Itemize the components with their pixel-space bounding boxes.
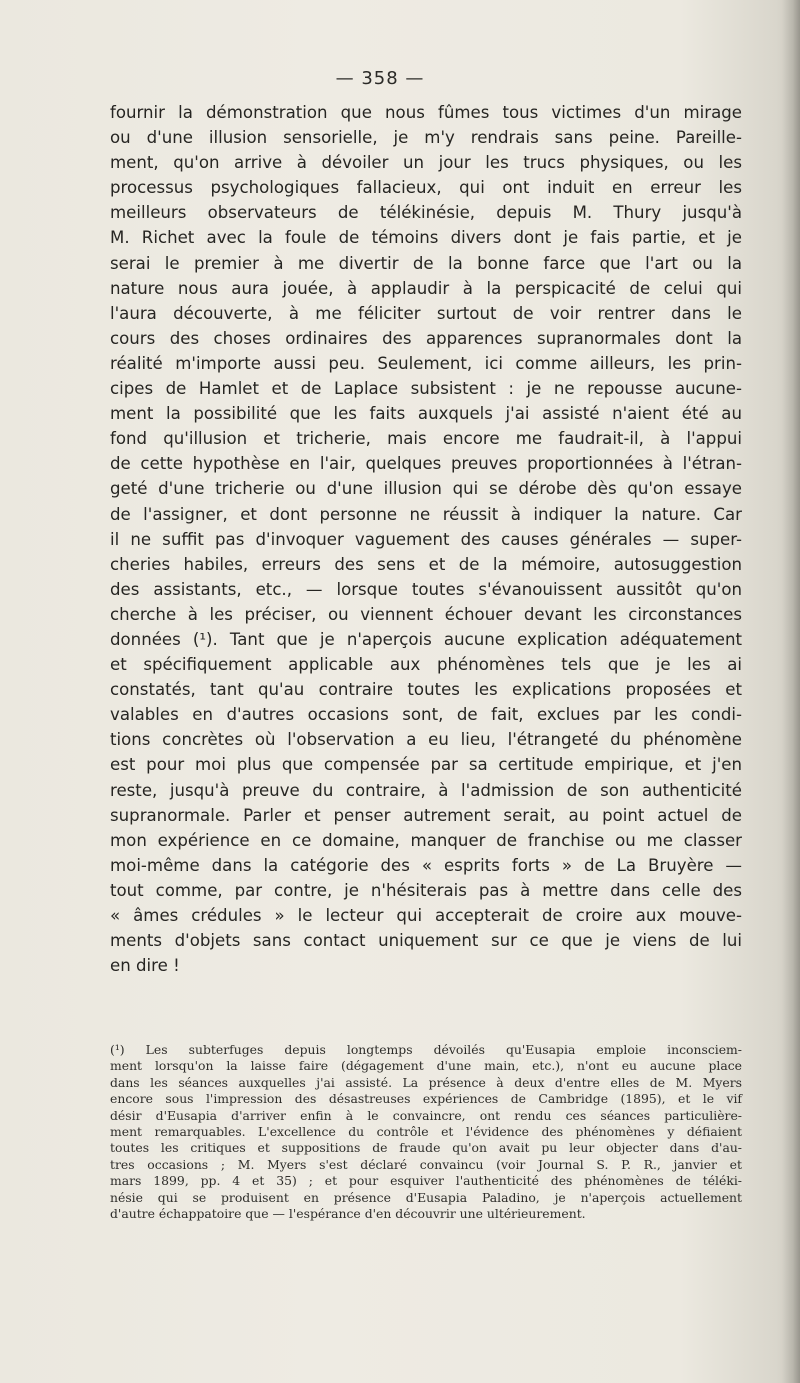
footnote-line: ment remarquables. L'excellence du contrôle et l'évidence des phénomènes y défiaient (110, 1123, 742, 1139)
text-line: données (¹). Tant que je n'aperçois aucune explication adéquatement (110, 629, 742, 649)
text-line: constatés, tant qu'au contraire toutes les explications proposées et (110, 680, 742, 700)
text-line: et spécifiquement applicable aux phénomènes tels que je les ai (110, 655, 742, 675)
text-line: meilleurs observateurs de télékinésie, depuis M. Thury jusqu'à (110, 203, 742, 223)
footnote-line: d'autre échappatoire que — l'espérance d'en découvrir une ultérieurement. (110, 1205, 586, 1221)
footnote-line: ment lorsqu'on la laisse faire (dégagement d'une main, etc.), n'ont eu aucune place (110, 1058, 742, 1074)
text-line: réalité m'importe aussi peu. Seulement, ici comme ailleurs, les prin- (110, 353, 742, 373)
text-line: ments d'objets sans contact uniquement sur ce que je viens de lui (110, 931, 742, 951)
footnote-line: (¹) Les subterfuges depuis longtemps dévoilés qu'Eusapia emploie inconsciem- (110, 1042, 742, 1057)
text-line: ment, qu'on arrive à dévoiler un jour les trucs physiques, ou les (110, 153, 742, 173)
page-edge-shadow (782, 0, 800, 1383)
footnote-line: tres occasions ; M. Myers s'est déclaré convaincu (voir Journal S. P. R., janvier et (110, 1156, 742, 1172)
text-line: de cette hypothèse en l'air, quelques preuves proportionnées à l'étran- (110, 454, 742, 474)
text-line: des assistants, etc., — lorsque toutes s'évanouissent aussitôt qu'on (110, 579, 742, 599)
text-line: serai le premier à me divertir de la bonne farce que l'art ou la (110, 253, 742, 273)
text-line: tout comme, par contre, je n'hésiterais pas à mettre dans celle des (110, 880, 742, 900)
text-line: nature nous aura jouée, à applaudir à la perspicacité de celui qui (110, 278, 742, 298)
footnote-line: dans les séances auxquelles j'ai assisté. La présence à deux d'entre elles de M. Myers (110, 1074, 742, 1090)
text-line: cours des choses ordinaires des apparences supranormales dont la (110, 328, 742, 348)
main-text (110, 100, 742, 978)
footnote (110, 1042, 742, 1222)
text-line: fournir la démonstration que nous fûmes tous victimes d'un mirage (110, 103, 742, 122)
text-line: cipes de Hamlet et de Laplace subsistent : je ne repousse aucune- (110, 379, 742, 399)
text-line: en dire ! (110, 956, 180, 976)
text-line: valables en d'autres occasions sont, de fait, exclues par les condi- (110, 705, 742, 725)
footnote-line: encore sous l'impression des désastreuses expériences de Cambridge (1895), et le vif (110, 1091, 742, 1107)
text-line: mon expérience en ce domaine, manquer de franchise ou me classer (110, 830, 742, 850)
text-line: ment la possibilité que les faits auxquels j'ai assisté n'aient été au (110, 404, 742, 424)
text-line: tions concrètes où l'observation a eu lieu, l'étrangeté du phénomène (110, 730, 742, 750)
text-line: moi-même dans la catégorie des « esprits forts » de La Bruyère — (110, 855, 742, 875)
footnote-line: toutes les critiques et suppositions de fraude qu'on avait pu leur objecter dans d'au- (110, 1140, 742, 1156)
text-line: est pour moi plus que compensée par sa certitude empirique, et j'en (110, 755, 742, 775)
text-line: l'aura découverte, à me féliciter surtout de voir rentrer dans le (110, 303, 742, 323)
text-line: supranormale. Parler et penser autrement serait, au point actuel de (110, 805, 742, 825)
text-line: M. Richet avec la foule de témoins divers dont je fais partie, et je (110, 228, 742, 248)
text-line: cherche à les préciser, ou viennent échouer devant les circonstances (110, 604, 742, 624)
page-number: — 358 — (335, 68, 425, 89)
footnote-line: mars 1899, pp. 4 et 35) ; et pour esquiver l'authenticité des phénomènes de téléki- (110, 1173, 742, 1189)
footnote-line: nésie qui se produisent en présence d'Eusapia Paladino, je n'aperçois actuellement (110, 1189, 742, 1205)
text-line: ou d'une illusion sensorielle, je m'y rendrais sans peine. Pareille- (110, 128, 742, 148)
text-line: processus psychologiques fallacieux, qui ont induit en erreur les (110, 178, 742, 198)
footnote-line: désir d'Eusapia d'arriver enfin à le convaincre, ont rendu ces séances particulière- (110, 1107, 742, 1123)
text-line: de l'assigner, et dont personne ne réussit à indiquer la nature. Car (110, 504, 742, 524)
text-line: « âmes crédules » le lecteur qui accepterait de croire aux mouve- (110, 906, 742, 925)
text-line: il ne suffit pas d'invoquer vaguement des causes générales — super- (110, 529, 742, 549)
text-line: reste, jusqu'à preuve du contraire, à l'admission de son authenticité (110, 780, 742, 800)
text-line: geté d'une tricherie ou d'une illusion qui se dérobe dès qu'on essaye (110, 479, 742, 499)
text-line: fond qu'illusion et tricherie, mais encore me faudrait-il, à l'appui (110, 429, 742, 449)
text-line: cheries habiles, erreurs des sens et de la mémoire, autosuggestion (110, 554, 742, 574)
